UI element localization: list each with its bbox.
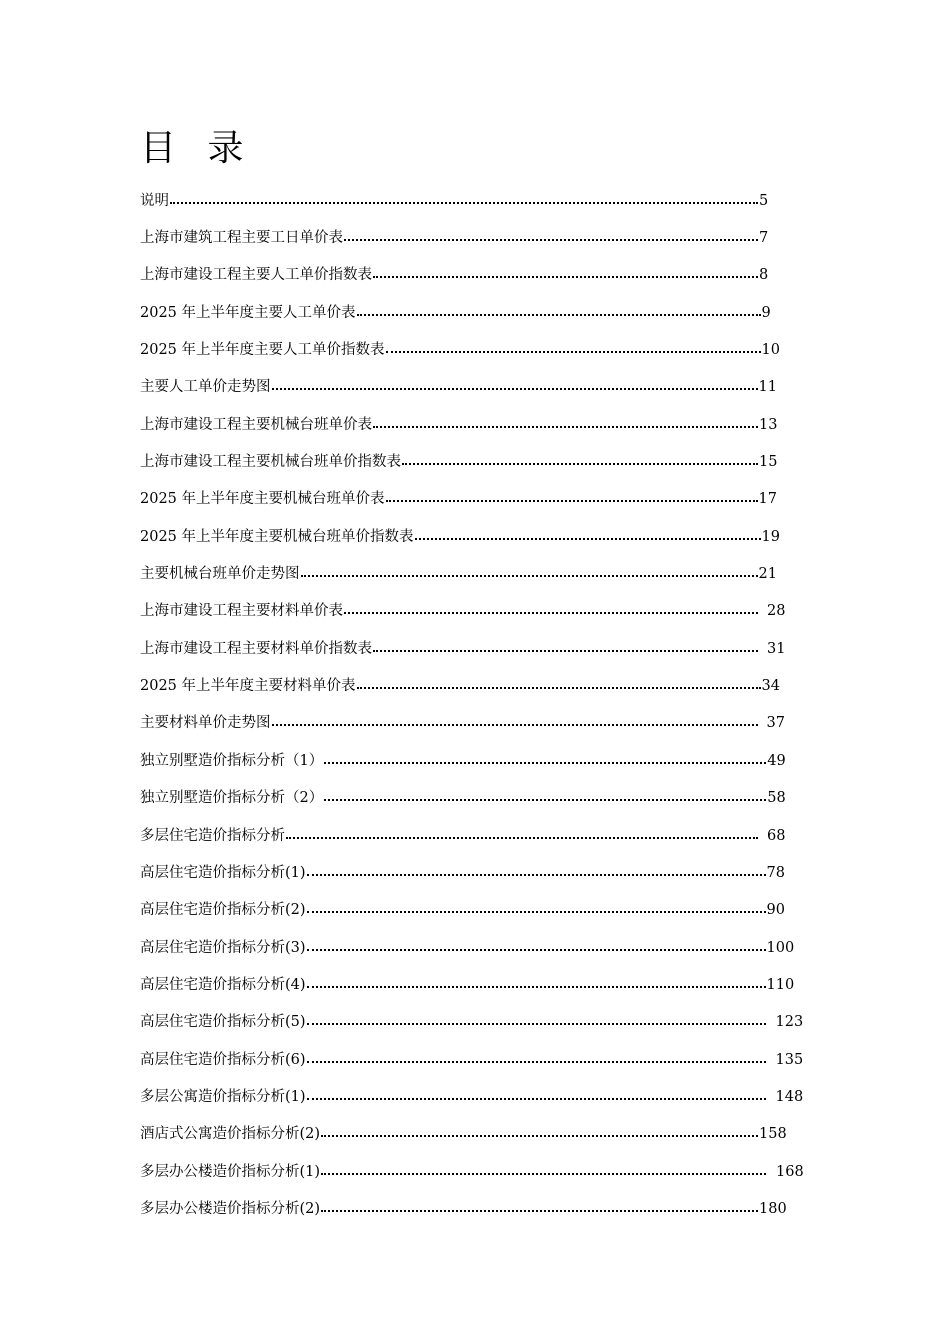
toc-entry-page: 19 [761,528,780,545]
toc-leader-dots [386,500,758,502]
toc-entry-title: 主要机械台班单价走势图 [140,566,300,583]
toc-entry-page: 5 [759,192,769,209]
toc-entry[interactable] [140,1004,820,1041]
toc-entry-page: 21 [758,566,777,583]
toc-leader-dots [321,1210,758,1212]
toc-entry-title: 2025 年上半年度主要人工单价指数表 [140,342,385,359]
toc-entry[interactable] [140,406,820,443]
toc-entry[interactable] [140,219,820,256]
toc-leader-dots [357,314,761,316]
toc-entry-page: 10 [761,342,780,359]
toc-entry-title: 高层住宅造价指标分析(5) [140,1014,306,1031]
toc-leader-dots [307,911,766,913]
toc-leader-dots [307,874,766,876]
toc-entry-page: 135 [775,1051,804,1068]
toc-entry-page: 180 [759,1200,787,1217]
toc-entry-page: 8 [759,267,769,284]
toc-entry-page: 31 [767,640,786,657]
toc-entry[interactable] [140,294,820,331]
toc-entry[interactable] [140,705,820,742]
toc-entry-page: 100 [766,939,795,956]
toc-entry-page: 49 [767,752,786,769]
toc-entry-title: 高层住宅造价指标分析(2) [140,902,306,919]
toc-entry-title: 主要人工单价走势图 [140,379,271,396]
toc-leader-dots [307,1098,766,1100]
toc-entry-title: 多层公寓造价指标分析(1) [140,1088,306,1105]
toc-entry-page: 17 [758,491,777,508]
toc-entry-page: 9 [761,304,771,321]
toc-leader-dots [415,538,761,540]
toc-entry-page: 7 [759,230,769,247]
toc-entry-page: 13 [759,416,778,433]
toc-leader-dots [402,463,758,465]
toc-entry-title: 上海市建设工程主要机械台班单价表 [140,416,372,433]
toc-leader-dots [170,202,758,204]
toc-entry[interactable] [140,257,820,294]
toc-entry[interactable] [140,518,820,555]
toc-leader-dots [272,388,758,390]
toc-entry-title: 酒店式公寓造价指标分析(2) [140,1126,321,1143]
toc-leader-dots [357,687,761,689]
toc-list [140,182,820,1228]
toc-entry-title: 独立别墅造价指标分析（1） [140,752,324,769]
toc-entry[interactable] [140,780,820,817]
toc-entry[interactable] [140,555,820,592]
toc-entry-page: 110 [766,976,795,993]
toc-leader-dots [301,575,758,577]
toc-entry[interactable] [140,667,820,704]
toc-entry-title: 上海市建设工程主要人工单价指数表 [140,267,372,284]
toc-leader-dots [321,1135,758,1137]
toc-entry[interactable] [140,1153,820,1190]
toc-entry-page: 158 [759,1126,787,1143]
toc-entry[interactable] [140,630,820,667]
toc-entry[interactable] [140,854,820,891]
toc-entry[interactable] [140,481,820,518]
toc-leader-dots [286,837,758,839]
toc-leader-dots [307,1061,766,1063]
toc-entry-page: 11 [758,379,777,396]
toc-entry-title: 2025 年上半年度主要机械台班单价表 [140,491,385,508]
toc-entry[interactable] [140,1041,820,1078]
toc-entry[interactable] [140,817,820,854]
toc-entry-title: 说明 [140,192,169,209]
toc-entry[interactable] [140,331,820,368]
toc-heading: 目 录 [140,128,254,169]
toc-entry-page: 34 [761,678,780,695]
toc-entry-title: 高层住宅造价指标分析(1) [140,864,306,881]
toc-entry-title: 2025 年上半年度主要材料单价表 [140,678,356,695]
toc-leader-dots [307,949,766,951]
toc-entry-page: 28 [767,603,786,620]
toc-leader-dots [344,239,758,241]
toc-entry-title: 上海市建设工程主要机械台班单价指数表 [140,454,401,471]
toc-entry-title: 多层办公楼造价指标分析(2) [140,1200,321,1217]
toc-entry-title: 上海市建设工程主要材料单价指数表 [140,640,372,657]
toc-leader-dots [324,762,766,764]
toc-entry-title: 高层住宅造价指标分析(4) [140,976,306,993]
toc-entry-page: 37 [766,715,785,732]
toc-entry-page: 90 [766,902,785,919]
toc-entry-title: 多层办公楼造价指标分析(1) [140,1163,321,1180]
toc-entry-page: 123 [775,1014,804,1031]
toc-entry-page: 68 [767,827,786,844]
toc-entry-title: 上海市建设工程主要材料单价表 [140,603,343,620]
toc-leader-dots [307,986,766,988]
toc-entry-title: 上海市建筑工程主要工日单价表 [140,230,343,247]
toc-entry-title: 2025 年上半年度主要人工单价表 [140,304,356,321]
toc-entry[interactable] [140,742,820,779]
toc-entry[interactable] [140,1190,820,1227]
toc-entry-title: 主要材料单价走势图 [140,715,271,732]
toc-leader-dots [307,1023,766,1025]
toc-entry-title: 高层住宅造价指标分析(3) [140,939,306,956]
toc-entry-title: 高层住宅造价指标分析(6) [140,1051,306,1068]
toc-entry-title: 2025 年上半年度主要机械台班单价指数表 [140,528,414,545]
toc-entry[interactable] [140,443,820,480]
toc-leader-dots [373,650,758,652]
toc-leader-dots [272,724,758,726]
toc-entry[interactable] [140,182,820,219]
toc-entry-title: 独立别墅造价指标分析（2） [140,790,324,807]
toc-entry-page: 15 [759,454,778,471]
toc-entry[interactable] [140,966,820,1003]
toc-entry[interactable] [140,892,820,929]
toc-leader-dots [324,799,766,801]
toc-leader-dots [344,612,758,614]
toc-leader-dots [321,1173,766,1175]
toc-leader-dots [373,426,758,428]
toc-entry-title: 多层住宅造价指标分析 [140,827,285,844]
toc-entry[interactable] [140,593,820,630]
toc-entry[interactable] [140,369,820,406]
toc-entry[interactable] [140,1078,820,1115]
toc-leader-dots [386,351,761,353]
toc-entry-page: 78 [766,864,785,881]
toc-entry[interactable] [140,929,820,966]
toc-entry-page: 58 [767,790,786,807]
toc-entry-page: 148 [775,1088,804,1105]
toc-entry[interactable] [140,1116,820,1153]
toc-entry-page: 168 [776,1163,804,1180]
toc-leader-dots [373,276,758,278]
